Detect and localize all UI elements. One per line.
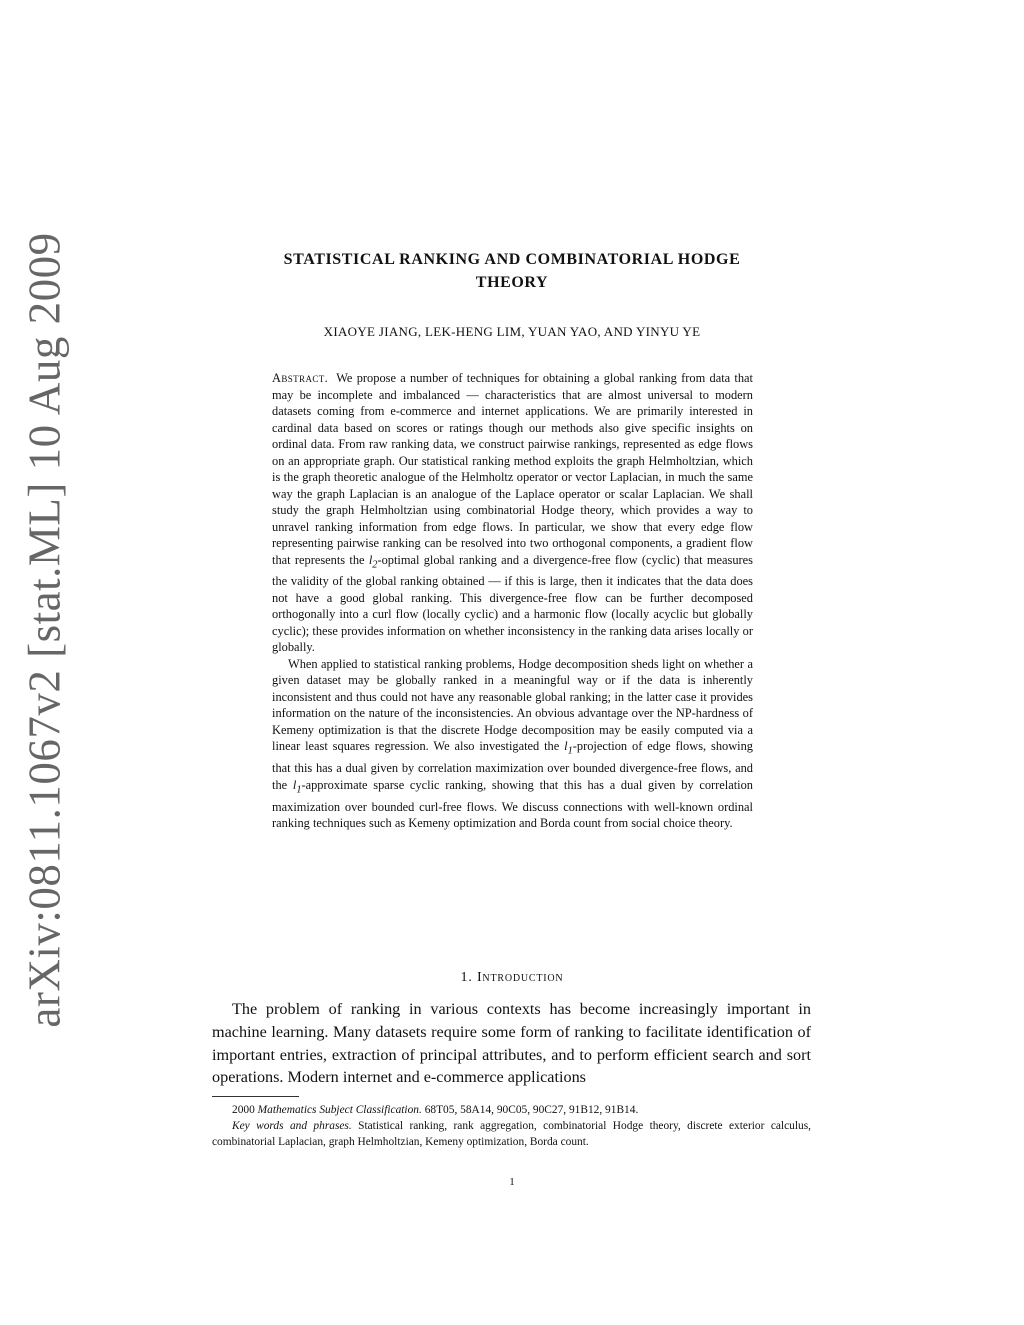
abstract-paragraph-2 (272, 656, 753, 832)
abstract-text: -optimal global ranking and a divergence-free flow (cyclic) that measures the validity of the global ranking obtained — if this is large, then it indicates that the data does not have a good global ranking. This divergence-free flow can be further decomposed orthogonally into a curl flow (locally cyclic) and a harmonic flow (locally acyclic but globally cyclic); these provides information on whether inconsistency in the ranking data arises locally or globally. (272, 552, 753, 655)
abstract-text: -approximate sparse cyclic ranking, showing that this has a dual given by correlation maximization over bounded curl-free flows. We discuss connections with well-known ordinal ranking techniques such as Kemeny optimization and Borda count from social choice theory. (272, 777, 753, 831)
math-l1: $l_1$ (564, 739, 573, 757)
paper-title (200, 248, 824, 294)
abstract-paragraph-1 (272, 370, 753, 656)
title-line-2: THEORY (475, 274, 549, 291)
math-l1: $l_1$ (292, 777, 302, 796)
section-number: 1. (460, 970, 473, 985)
arxiv-identifier-stamp (0, 232, 90, 1028)
section-heading-introduction (200, 970, 824, 986)
author-list: XIAOYE JIANG, LEK-HENG LIM, YUAN YAO, AND YINYU YE (323, 324, 701, 339)
arxiv-identifier-text: arXiv:0811.1067v2 [stat.ML] 10 Aug 2009 (20, 232, 70, 1028)
footnotes (212, 1102, 811, 1150)
abstract-text: We propose a number of techniques for obtaining a global ranking from data that may be incomplete and imbalanced — characteristics that are almost universal to modern datasets coming from e-commerce and internet applications. We are primarily interested in cardinal data based on scores or ratings though our methods also give specific insights on ordinal data. From raw ranking data, we construct pairwise rankings, represented as edge flows on an appropriate graph. Our statistical ranking method exploits the graph Helmholtzian, which is the graph theoretic analogue of the Helmholtz operator or vector Laplacian, in much the same way the graph Laplacian is an analogue of the Laplace operator or scalar Laplacian. We shall study the graph Helmholtzian using combinatorial Hodge theory, which provides a way to unravel ranking information from edge flows. In particular, we show that every edge flow representing pairwise ranking can be resolved into two orthogonal components, a gradient flow that represents the (272, 371, 754, 567)
abstract-heading: Abstract. (272, 371, 329, 385)
abstract-text: -projection of edge flows, showing that this has a dual given by correlation maximization over bounded divergence-free flows, and the (272, 739, 753, 792)
msc-footnote: 2000 Mathematics Subject Classification. 68T05, 58A14, 90C05, 90C27, 91B12, 91B14. (232, 1104, 639, 1116)
footnote-rule (212, 1096, 299, 1097)
keywords-footnote: Key words and phrases. Statistical ranking, rank aggregation, combinatorial Hodge theory, discrete exterior calculus, combinatorial Laplacian, graph Helmholtzian, Kemeny optimization, Borda count. (212, 1120, 811, 1148)
abstract (272, 370, 753, 832)
section-title: Introduction (476, 970, 564, 985)
title-line-1: STATISTICAL RANKING AND COMBINATORIAL HODGE (283, 251, 741, 268)
page-number: 1 (509, 1176, 515, 1188)
abstract-text: When applied to statistical ranking problems, Hodge decomposition sheds light on whether a given dataset may be globally ranked in a meaningful way or if the data is inherently inconsistent and thus could not have any reasonable global ranking; in the latter case it provides information on the nature of the inconsistencies. An obvious advantage over the NP-hardness of Kemeny optimization is that the discrete Hodge decomposition may be easily computed via a linear least squares regression. We also investigated the (272, 656, 753, 754)
intro-paragraph: The problem of ranking in various contexts has become increasingly important in machine learning. Many datasets require some form of ranking to facilitate identification of important entries, extraction of principal attributes, and to perform efficient search and sort operations. Modern internet and e-commerce applications (212, 1000, 811, 1087)
math-l2: $l_2$ (368, 552, 378, 570)
